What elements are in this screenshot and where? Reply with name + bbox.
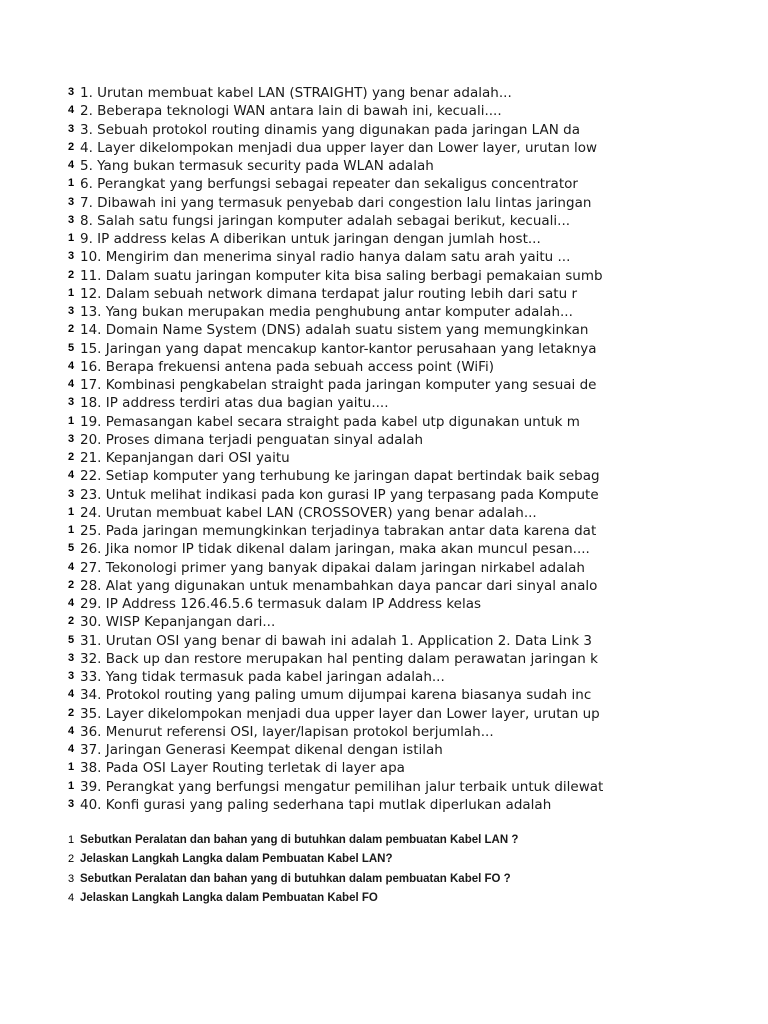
question-score: 1 xyxy=(68,779,75,792)
question-score: 1 xyxy=(68,232,75,244)
question-text: 16. Berapa frekuensi antena pada sebuah access point (WiFi) xyxy=(80,358,494,375)
question-score: 4 xyxy=(68,159,75,171)
question-text: 3. Sebuah protokol routing dinamis yang digunakan pada jaringan LAN da xyxy=(80,121,580,138)
question-score: 4 xyxy=(68,359,75,372)
essay-number: 4 xyxy=(68,891,75,904)
question-score: 5 xyxy=(68,633,75,646)
question-text: 26. Jika nomor IP tidak dikenal dalam jaringan, maka akan muncul pesan.... xyxy=(80,541,590,558)
question-text: 40. Konfi gurasi yang paling sederhana tapi mutlak diperlukan adalah xyxy=(80,796,552,813)
question-score: 1 xyxy=(68,177,75,190)
question-text: 17. Kombinasi pengkabelan straight pada jaringan komputer yang sesuai de xyxy=(80,377,597,393)
question-score: 4 xyxy=(68,743,75,755)
question-score: 5 xyxy=(68,341,75,354)
question-text: 25. Pada jaringan memungkinkan terjadinya tabrakan antar data karena dat xyxy=(80,523,597,539)
question-score: 3 xyxy=(68,213,75,226)
essay-text: Jelaskan Langkah Langka dalam Pembuatan Kabel LAN? xyxy=(80,853,393,866)
question-score: 4 xyxy=(68,469,75,482)
question-text: 19. Pemasangan kabel secara straight pada kabel utp digunakan untuk m xyxy=(80,413,580,430)
question-text: 37. Jaringan Generasi Keempat dikenal dengan istilah xyxy=(80,742,443,758)
question-score: 1 xyxy=(68,286,75,299)
question-score: 4 xyxy=(68,378,75,390)
question-text: 36. Menurut referensi OSI, layer/lapisan protokol berjumlah... xyxy=(80,723,494,740)
essay-text: Sebutkan Peralatan dan bahan yang di butuhkan dalam pembuatan Kabel FO ? xyxy=(80,872,511,885)
question-text: 39. Perangkat yang berfungsi mengatur pemilihan jalur terbaik untuk dilewat xyxy=(80,778,604,795)
question-score: 4 xyxy=(68,104,75,117)
question-score: 4 xyxy=(68,597,75,609)
question-score: 3 xyxy=(68,651,75,664)
question-score: 3 xyxy=(68,670,75,682)
question-text: 11. Dalam suatu jaringan komputer kita bisa saling berbagi pemakaian sumb xyxy=(80,267,603,284)
question-score: 2 xyxy=(68,615,75,628)
question-score: 3 xyxy=(68,797,75,810)
question-score: 1 xyxy=(68,505,75,518)
question-text: 31. Urutan OSI yang benar di bawah ini adalah 1. Application 2. Data Link 3 xyxy=(80,632,592,649)
question-text: 32. Back up dan restore merupakan hal penting dalam perawatan jaringan k xyxy=(80,650,598,667)
question-text: 35. Layer dikelompokan menjadi dua upper layer dan Lower layer, urutan up xyxy=(80,705,600,722)
question-score: 5 xyxy=(68,542,75,555)
question-text: 28. Alat yang digunakan untuk menambahkan daya pancar dari sinyal analo xyxy=(80,577,598,594)
question-score: 4 xyxy=(68,688,75,701)
question-score: 3 xyxy=(68,86,75,98)
essay-text: Sebutkan Peralatan dan bahan yang di butuhkan dalam pembuatan Kabel LAN ? xyxy=(80,834,519,846)
question-text: 5. Yang bukan termasuk security pada WLAN adalah xyxy=(80,158,434,174)
question-score: 1 xyxy=(68,761,75,774)
question-text: 8. Salah satu fungsi jaringan komputer adalah sebagai berikut, kecuali... xyxy=(80,212,571,229)
question-text: 34. Protokol routing yang paling umum dijumpai karena biasanya sudah inc xyxy=(80,687,592,704)
question-score: 2 xyxy=(68,578,75,591)
question-text: 23. Untuk melihat indikasi pada kon gurasi IP yang terpasang pada Kompute xyxy=(80,486,599,503)
question-score: 4 xyxy=(68,560,75,573)
question-score: 2 xyxy=(68,451,75,463)
essay-number: 3 xyxy=(68,872,75,885)
question-text: 1. Urutan membuat kabel LAN (STRAIGHT) yang benar adalah... xyxy=(80,85,512,101)
question-text: 7. Dibawah ini yang termasuk penyebab dari congestion lalu lintas jaringan xyxy=(80,194,592,211)
question-text: 22. Setiap komputer yang terhubung ke jaringan dapat bertindak baik sebag xyxy=(80,468,600,485)
question-score: 4 xyxy=(68,724,75,737)
question-score: 3 xyxy=(68,195,75,208)
question-score: 1 xyxy=(68,414,75,427)
question-text: 12. Dalam sebuah network dimana terdapat jalur routing lebih dari satu r xyxy=(80,285,577,302)
essay-text: Jelaskan Langkah Langka dalam Pembuatan Kabel FO xyxy=(80,891,378,904)
question-text: 13. Yang bukan merupakan media penghubung antar komputer adalah... xyxy=(80,304,573,320)
question-score: 3 xyxy=(68,250,75,263)
question-score: 2 xyxy=(68,323,75,336)
question-text: 38. Pada OSI Layer Routing terletak di layer apa xyxy=(80,760,405,777)
question-score: 3 xyxy=(68,305,75,317)
question-text: 2. Beberapa teknologi WAN antara lain di bawah ini, kecuali.... xyxy=(80,103,502,120)
question-text: 14. Domain Name System (DNS) adalah suatu sistem yang memungkinkan xyxy=(80,322,589,339)
question-text: 24. Urutan membuat kabel LAN (CROSSOVER) yang benar adalah... xyxy=(80,504,537,521)
question-text: 10. Mengirim dan menerima sinyal radio hanya dalam satu arah yaitu ... xyxy=(80,249,571,266)
question-score: 3 xyxy=(68,122,75,135)
question-text: 15. Jaringan yang dapat mencakup kantor-kantor perusahaan yang letaknya xyxy=(80,340,597,357)
question-score: 3 xyxy=(68,432,75,445)
question-text: 6. Perangkat yang berfungsi sebagai repeater dan sekaligus concentrator xyxy=(80,176,578,193)
question-score: 2 xyxy=(68,268,75,281)
question-score: 2 xyxy=(68,140,75,153)
question-text: 21. Kepanjangan dari OSI yaitu xyxy=(80,450,290,466)
question-text: 33. Yang tidak termasuk pada kabel jaringan adalah... xyxy=(80,669,445,685)
question-text: 29. IP Address 126.46.5.6 termasuk dalam IP Address kelas xyxy=(80,596,482,612)
question-text: 4. Layer dikelompokan menjadi dua upper layer dan Lower layer, urutan low xyxy=(80,139,598,156)
question-text: 18. IP address terdiri atas dua bagian yaitu.... xyxy=(80,395,389,412)
question-text: 30. WISP Kepanjangan dari... xyxy=(80,614,276,631)
essay-number: 1 xyxy=(68,834,75,846)
question-score: 2 xyxy=(68,706,75,719)
question-score: 3 xyxy=(68,487,75,500)
question-score: 1 xyxy=(68,524,75,536)
question-text: 27. Tekonologi primer yang banyak dipakai dalam jaringan nirkabel adalah xyxy=(80,559,585,576)
question-text: 9. IP address kelas A diberikan untuk jaringan dengan jumlah host... xyxy=(80,231,541,247)
essay-number: 2 xyxy=(68,853,75,866)
question-score: 3 xyxy=(68,396,75,409)
question-text: 20. Proses dimana terjadi penguatan sinyal adalah xyxy=(80,431,424,448)
